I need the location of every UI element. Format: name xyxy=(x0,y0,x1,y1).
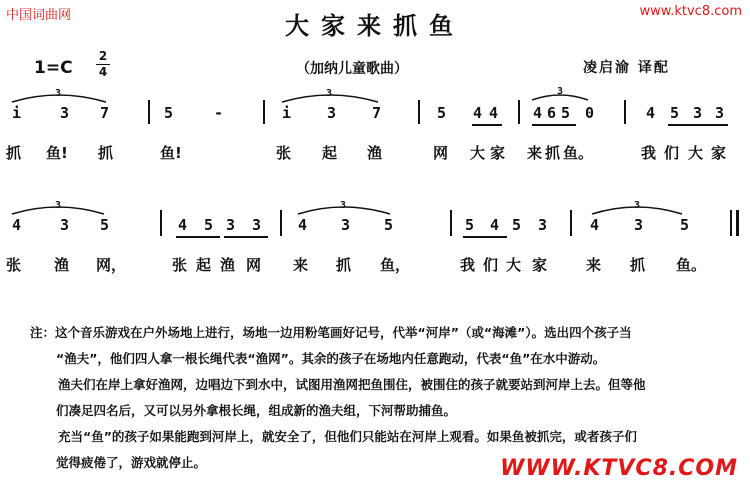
lyric: 们 xyxy=(664,144,680,162)
note: 4 xyxy=(12,216,22,234)
lyric: 大 xyxy=(506,256,522,274)
triplet-mark: 3 xyxy=(634,200,641,211)
note: 3 xyxy=(693,104,703,122)
note: 3 xyxy=(715,104,725,122)
barline xyxy=(730,210,732,236)
lyric: 鱼! xyxy=(46,144,68,162)
note: 5 xyxy=(100,216,110,234)
underline-beam xyxy=(463,236,507,238)
lyric: 网 xyxy=(246,256,262,274)
note: 5 xyxy=(670,104,680,122)
note: 4 xyxy=(490,216,500,234)
note: 3 xyxy=(634,216,644,234)
score-row-2 xyxy=(0,190,750,300)
note: 3 xyxy=(538,216,548,234)
lyric: 抓 xyxy=(336,256,352,274)
barline xyxy=(160,210,162,236)
note: 5 xyxy=(204,216,214,234)
key-signature: 1=C xyxy=(34,58,73,78)
lyric: 抓 xyxy=(545,144,561,162)
notes-line: 充当“鱼”的孩子如果能跑到河岸上，就安全了，但他们只能站在河岸上观看。如果鱼被抓完，或者孩子们 xyxy=(58,429,637,444)
underline-beam xyxy=(176,236,220,238)
underline-beam xyxy=(532,124,576,126)
lyric: 家 xyxy=(532,256,548,274)
lyric: 家 xyxy=(490,144,506,162)
lyric: 我 xyxy=(641,144,657,162)
song-title: 大家来抓鱼 xyxy=(285,11,465,40)
lyric: 渔 xyxy=(220,256,236,274)
note: 7 xyxy=(100,104,110,122)
lyric: 鱼。 xyxy=(563,144,594,162)
underline-beam xyxy=(224,236,268,238)
lyric: 大 xyxy=(470,144,486,162)
lyric: 们 xyxy=(483,256,499,274)
note: 5 xyxy=(164,104,174,122)
note: 4 xyxy=(533,104,543,122)
lyric: 渔 xyxy=(367,144,383,162)
note: 3 xyxy=(252,216,262,234)
note: 3 xyxy=(60,104,70,122)
note: 5 xyxy=(465,216,475,234)
note-dash: - xyxy=(214,104,224,122)
subtitle: （加纳儿童歌曲） xyxy=(296,61,408,77)
lyric: 渔 xyxy=(54,256,70,274)
lyric: 抓 xyxy=(6,144,22,162)
lyric: 起 xyxy=(196,256,212,274)
time-signature-top: 2 xyxy=(98,49,108,63)
lyric: 鱼， xyxy=(380,256,411,274)
note: 7 xyxy=(372,104,382,122)
triplet-mark: 3 xyxy=(557,86,564,97)
note: 4 xyxy=(298,216,308,234)
lyric: 大 xyxy=(688,144,704,162)
lyric: 张 xyxy=(172,256,188,274)
watermark-left: 中国词曲网 xyxy=(6,8,72,23)
note: 3 xyxy=(60,216,70,234)
lyric: 来 xyxy=(586,256,602,274)
notes-line: 渔夫们在岸上拿好渔网，边唱边下到水中，试图用渔网把鱼围住，被围住的孩子就要站到河岸上去。但等他 xyxy=(58,377,646,392)
note: 3 xyxy=(341,216,351,234)
note: 3 xyxy=(226,216,236,234)
game-notes xyxy=(30,320,720,476)
lyric: 鱼! xyxy=(160,144,182,162)
barline xyxy=(624,100,626,124)
triplet-mark: 3 xyxy=(55,88,62,99)
notes-line: 注：这个音乐游戏在户外场地上进行，场地一边用粉笔画好记号，代举“河岸”（或“海滩”）。选出四个孩子当 xyxy=(30,325,632,340)
lyric: 来 xyxy=(293,256,309,274)
barline xyxy=(263,100,265,124)
barline xyxy=(450,210,452,236)
lyric: 家 xyxy=(711,144,727,162)
barline xyxy=(280,210,282,236)
notes-line: 们凑足四名后，又可以另外拿根长绳，组成新的渔夫组，下河帮助捕鱼。 xyxy=(56,403,457,418)
triplet-mark: 3 xyxy=(340,200,347,211)
underline-beam xyxy=(668,124,728,126)
triplet-mark: 3 xyxy=(55,200,62,211)
note: i xyxy=(12,104,22,122)
lyric: 来 xyxy=(527,144,543,162)
note: 0 xyxy=(585,104,595,122)
notes-line: “渔夫”，他们四人拿一根长绳代表“渔网”。其余的孩子在场地内任意跑动，代表“鱼”在水中游动。 xyxy=(56,351,606,366)
note: 5 xyxy=(680,216,690,234)
notes-line: 觉得疲倦了，游戏就停止。 xyxy=(56,455,207,470)
score-row-1 xyxy=(0,80,750,190)
note: 5 xyxy=(561,104,571,122)
lyric: 网， xyxy=(96,256,127,274)
barline xyxy=(418,100,420,124)
note: 3 xyxy=(327,104,337,122)
note: 5 xyxy=(384,216,394,234)
note: 5 xyxy=(512,216,522,234)
note: 5 xyxy=(437,104,447,122)
time-signature xyxy=(94,50,112,79)
lyric: 抓 xyxy=(98,144,114,162)
lyric: 鱼。 xyxy=(676,256,707,274)
note: 4 xyxy=(590,216,600,234)
underline-beam xyxy=(472,124,502,126)
lyric: 张 xyxy=(276,144,292,162)
note: 4 xyxy=(489,104,499,122)
barline xyxy=(148,100,150,124)
lyric: 张 xyxy=(6,256,22,274)
lyric: 起 xyxy=(322,144,338,162)
note: 6 xyxy=(547,104,557,122)
time-signature-bottom: 4 xyxy=(98,65,108,79)
lyric: 我 xyxy=(460,256,476,274)
barline xyxy=(570,210,572,236)
watermark-right: www.ktvc8.com xyxy=(639,4,742,19)
note: 4 xyxy=(473,104,483,122)
translator-credit: 凌启渝 译配 xyxy=(583,60,670,76)
site-watermark: WWW.KTVC8.COM xyxy=(500,456,738,481)
barline xyxy=(518,100,520,124)
final-barline xyxy=(736,210,739,236)
note: i xyxy=(282,104,292,122)
lyric: 抓 xyxy=(630,256,646,274)
lyric: 网 xyxy=(433,144,449,162)
note: 4 xyxy=(646,104,656,122)
note: 4 xyxy=(178,216,188,234)
triplet-mark: 3 xyxy=(326,88,333,99)
